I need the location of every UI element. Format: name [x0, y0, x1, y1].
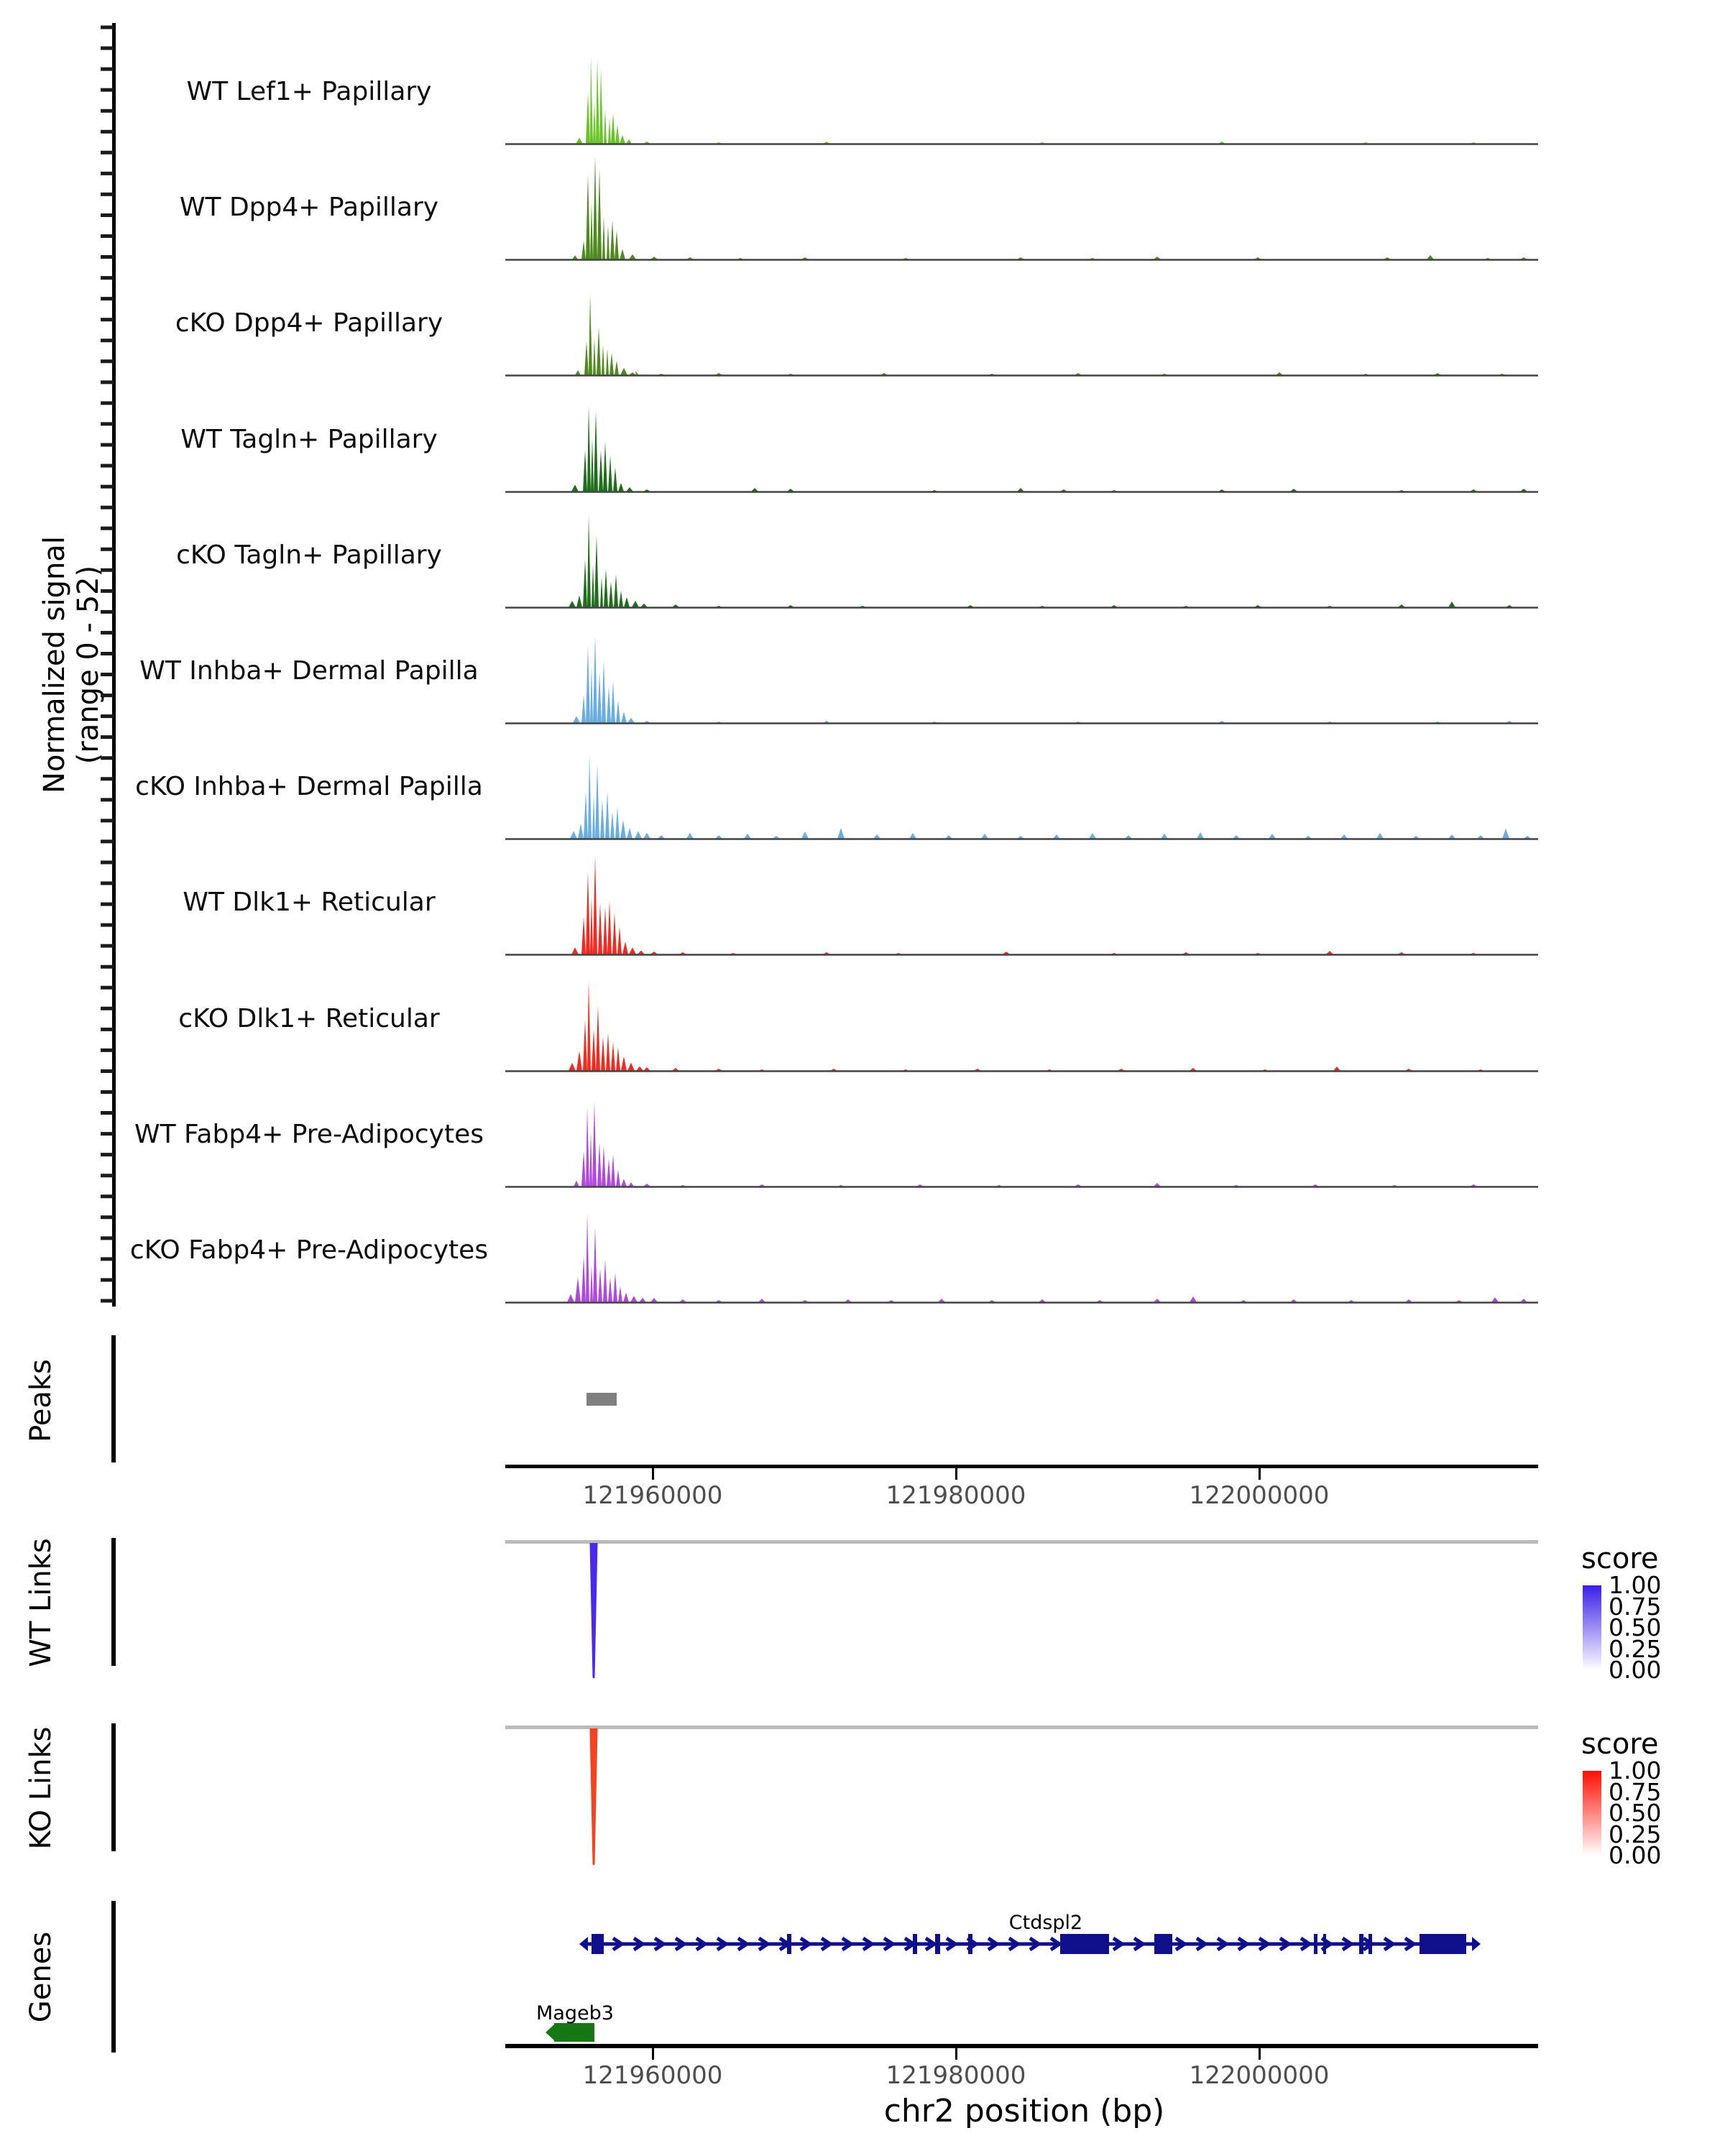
track-label: WT Fabp4+ Pre-Adipocytes [134, 1119, 484, 1149]
signal-area [505, 1213, 1538, 1302]
link-arc [590, 1543, 598, 1679]
y-axis [92, 22, 116, 1309]
signal-track-2 [505, 153, 1538, 261]
signal-track-9 [505, 964, 1538, 1072]
x-axis-title: chr2 position (bp) [883, 2093, 1165, 2129]
colorbar-tick-label: 0.25 [1609, 1820, 1662, 1848]
gene-start-cap [546, 2024, 554, 2040]
track-label: cKO Fabp4+ Pre-Adipocytes [129, 1235, 489, 1265]
exon-block [592, 1934, 604, 1954]
track-label: cKO Tagln+ Papillary [176, 540, 442, 570]
ko-links-axis-bar [111, 1723, 116, 1851]
wt-links-axis-bar [111, 1538, 116, 1666]
exon-block [1359, 1934, 1363, 1954]
peaks-axis-bar [111, 1335, 116, 1462]
signal-track-1 [505, 37, 1538, 145]
gene-label-mageb3: Mageb3 [536, 2002, 614, 2024]
signal-track-10 [505, 1080, 1538, 1188]
x-tick-label: 121960000 [582, 1481, 723, 1510]
signal-area [505, 1102, 1538, 1187]
x-tick-label: 121980000 [886, 2061, 1026, 2090]
track-label: cKO Inhba+ Dermal Papilla [135, 772, 483, 802]
signal-area [505, 635, 1538, 723]
peaks-section-label: Peaks [24, 1359, 58, 1442]
peak-interval [586, 1393, 617, 1406]
x-axis-tick [652, 1468, 654, 1480]
signal-track-3 [505, 269, 1538, 377]
y-axis-title-line2: (range 0 - 52) [72, 565, 105, 765]
signal-area [505, 405, 1538, 492]
exon-block [1060, 1934, 1109, 1954]
track-label: WT Tagln+ Papillary [180, 424, 438, 454]
wt-score-colorbar [1583, 1585, 1601, 1670]
exon-block [1323, 1934, 1326, 1954]
ko-links-section-label: KO Links [24, 1726, 58, 1850]
exon-block [913, 1934, 917, 1954]
y-axis-title-line1: Normalized signal [38, 536, 71, 793]
signal-track-7 [505, 732, 1538, 840]
colorbar-tick-label: 0.50 [1609, 1799, 1662, 1827]
track-label: WT Dpp4+ Papillary [179, 193, 439, 223]
exon-block [935, 1934, 940, 1954]
x-tick-label: 122000000 [1189, 2061, 1330, 2090]
gene-start-cap [579, 1937, 588, 1951]
exon-block [968, 1934, 972, 1954]
colorbar-tick-label: 0.00 [1609, 1841, 1662, 1869]
track-label: WT Dlk1+ Reticular [183, 888, 436, 918]
genes-section-label: Genes [24, 1931, 58, 2023]
genes-axis-bar [111, 1901, 116, 2053]
colorbar-tick-label: 0.50 [1609, 1613, 1662, 1641]
signal-area [505, 156, 1538, 259]
signal-track-11 [505, 1196, 1538, 1304]
genes-track [503, 1919, 1552, 2063]
link-arc [590, 1728, 598, 1866]
exon-block [1154, 1934, 1172, 1954]
colorbar-tick-label: 0.75 [1609, 1592, 1662, 1621]
exon-block [1314, 1934, 1317, 1954]
signal-track-4 [505, 385, 1538, 493]
x-axis-tick [1259, 1468, 1261, 1480]
colorbar-tick-label: 1.00 [1609, 1571, 1662, 1599]
x-tick-label: 121960000 [582, 2061, 723, 2090]
signal-track-6 [505, 617, 1538, 724]
signal-area [505, 515, 1538, 607]
signal-track-8 [505, 848, 1538, 956]
signal-area [505, 56, 1538, 144]
signal-track-5 [505, 501, 1538, 609]
signal-area [505, 855, 1538, 954]
track-label: WT Inhba+ Dermal Papilla [139, 656, 479, 686]
gene-label-ctdspl2: Ctdspl2 [1008, 1912, 1083, 1934]
x-tick-label: 122000000 [1189, 1481, 1330, 1510]
ko-score-colorbar [1583, 1771, 1601, 1856]
exon-block [1420, 1934, 1466, 1954]
colorbar-tick-label: 0.25 [1609, 1634, 1662, 1663]
exon-block [554, 2023, 594, 2042]
wt-links-section-label: WT Links [24, 1538, 58, 1667]
gene-end-arrow-icon [1472, 1937, 1481, 1951]
colorbar-tick-label: 0.00 [1609, 1656, 1662, 1684]
ko-link-spike [505, 1728, 721, 1867]
colorbar-tick-label: 0.75 [1609, 1777, 1662, 1806]
signal-area [505, 980, 1538, 1071]
signal-area [505, 295, 1538, 375]
wt-link-spike [505, 1543, 721, 1680]
colorbar-tick-label: 1.00 [1609, 1756, 1662, 1784]
ko-score-legend-title: score [1581, 1728, 1659, 1761]
x-axis-tick [955, 1468, 957, 1480]
exon-block [1368, 1934, 1372, 1954]
x-tick-label: 121980000 [886, 1481, 1026, 1510]
track-label: cKO Dpp4+ Papillary [175, 308, 443, 338]
exon-block [787, 1934, 791, 1954]
track-label: WT Lef1+ Papillary [186, 77, 432, 106]
x-axis-line [505, 1465, 1538, 1468]
track-label: cKO Dlk1+ Reticular [178, 1003, 440, 1033]
wt-score-legend-title: score [1581, 1542, 1659, 1575]
signal-area [505, 754, 1538, 839]
